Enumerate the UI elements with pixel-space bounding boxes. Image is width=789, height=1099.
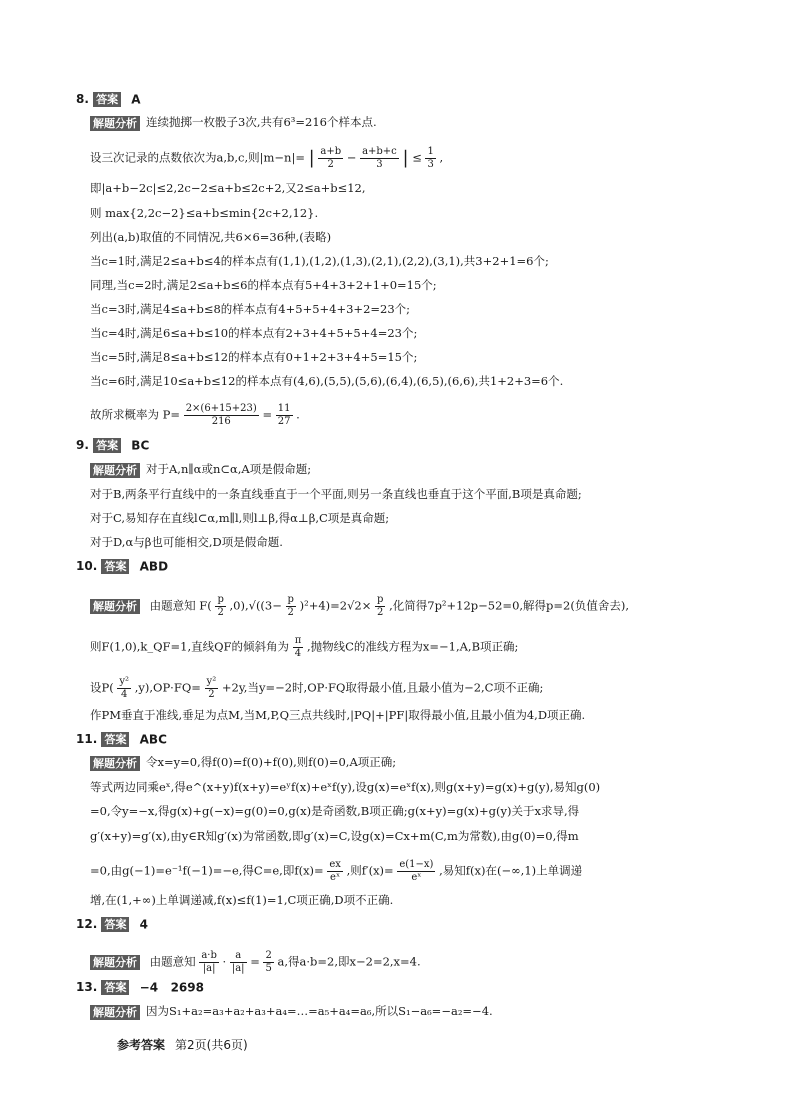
analysis-tag: 解题分析 xyxy=(90,1005,140,1020)
question-10-line-2: 则F(1,0),k_QF=1,直线QF的倾斜角为 $\frac{\pi}{4}$ ,抛物线C的准线方程为x=−1,A,B项正确; xyxy=(90,635,519,659)
answer-tag: 答案 xyxy=(93,438,121,453)
question-12-header: 12. 答案 4 xyxy=(76,917,148,932)
question-8-line-5: 列出(a,b)取值的不同情况,共6×6=36种,(表略) xyxy=(90,230,332,244)
question-9-line-1: 解题分析 对于A,n∥α或n⊂α,A项是假命题; xyxy=(90,462,311,478)
answer-tag: 答案 xyxy=(101,732,129,747)
analysis-tag: 解题分析 xyxy=(90,756,140,771)
question-10-line-1: 解题分析 由题意知 F( $\frac{p}{2}$ ,0),√((3− $\frac{p}{2}$ )²+4)=2√2× $\frac{p}{2}$ ,化简得7p²+12p−52=0,解得p=2(负值舍去), xyxy=(90,594,629,619)
question-8-line-9: 当c=4时,满足6≤a+b≤10的样本点有2+3+4+5+5+4=23个; xyxy=(90,326,418,340)
question-10-header: 10. 答案 ABD xyxy=(76,559,169,574)
question-8-line-6: 当c=1时,满足2≤a+b≤4的样本点有(1,1),(1,2),(1,3),(2,1),(2,2),(3,1),共3+2+1=6个; xyxy=(90,254,549,268)
question-11-line-6: 增,在(1,+∞)上单调递减,f(x)≤f(1)=1,C项正确,D项不正确. xyxy=(90,893,394,907)
answer-tag: 答案 xyxy=(101,917,129,932)
question-11-answer: ABC xyxy=(139,732,167,747)
footer-page-number: 第2页(共6页) xyxy=(175,1038,248,1052)
footer-title: 参考答案 xyxy=(117,1038,166,1052)
question-13-line-1: 解题分析 因为S₁+a₂=a₃+a₂+a₃+a₄=…=a₅+a₄=a₆,所以S₁−a₆=−a₂=−4. xyxy=(90,1004,493,1020)
question-13-header: 13. 答案 −4 2698 xyxy=(76,980,204,995)
question-11-line-2: 等式两边同乘eˣ,得e^(x+y)f(x+y)=eʸf(x)+eˣf(y),设g(x)=eˣf(x),则g(x+y)=g(x)+g(y),易知g(0) xyxy=(90,780,601,794)
question-8-line-3: 即|a+b−2c|≤2,2c−2≤a+b≤2c+2,又2≤a+b≤12, xyxy=(90,181,366,195)
question-8-line-4: 则 max{2,2c−2}≤a+b≤min{2c+2,12}. xyxy=(90,206,319,220)
question-9-line-2: 对于B,两条平行直线中的一条直线垂直于一个平面,则另一条直线也垂直于这个平面,B项是真命题; xyxy=(90,487,582,501)
question-8-line-10: 当c=5时,满足8≤a+b≤12的样本点有0+1+2+3+4+5=15个; xyxy=(90,350,418,364)
question-8-line-1: 解题分析 连续抛掷一枚骰子3次,共有6³=216个样本点. xyxy=(90,115,377,131)
question-12-answer: 4 xyxy=(139,917,148,932)
question-11-header: 11. 答案 ABC xyxy=(76,732,167,747)
question-11-line-3: =0,令y=−x,得g(x)+g(−x)=g(0)=0,g(x)是奇函数,B项正确;g(x+y)=g(x)+g(y)关于x求导,得 xyxy=(90,804,580,818)
question-9-line-3: 对于C,易知存在直线l⊂α,m∥l,则l⊥β,得α⊥β,C项是真命题; xyxy=(90,511,390,525)
question-11-line-5: =0,由g(−1)=e⁻¹f(−1)=−e,得C=e,即f(x)= $\frac{ex}{\text{eˣ}}$ ,则f′(x)= $\frac{e(1-x)}{\text{eˣ}}$ ,易知f(x)在(−∞,1)上单调递 xyxy=(90,859,583,883)
question-13-answer: −4 2698 xyxy=(139,980,204,995)
question-9-answer: BC xyxy=(131,438,150,453)
answer-tag: 答案 xyxy=(101,980,129,995)
analysis-tag: 解题分析 xyxy=(90,463,140,478)
question-8-line-11: 当c=6时,满足10≤a+b≤12的样本点有(4,6),(5,5),(5,6),(6,4),(6,5),(6,6),共1+2+3=6个. xyxy=(90,374,564,388)
question-8-line-7: 同理,当c=2时,满足2≤a+b≤6的样本点有5+4+3+2+1+0=15个; xyxy=(90,278,437,292)
question-11-line-4: g′(x+y)=g′(x),由y∈R知g′(x)为常函数,即g′(x)=C,设g(x)=Cx+m(C,m为常数),由g(0)=0,得m xyxy=(90,829,579,843)
analysis-tag: 解题分析 xyxy=(90,599,140,614)
question-8-header: 8. 答案 A xyxy=(76,92,141,107)
analysis-tag: 解题分析 xyxy=(90,116,140,131)
answer-tag: 答案 xyxy=(101,559,129,574)
analysis-tag: 解题分析 xyxy=(90,955,140,970)
question-12-line-1: 解题分析 由题意知 $\frac{a\cdot b}{|a|}$ · $\frac{a}{|a|}$ = $\frac{2}{5}$ a,得a·b=2,即x−2=2,x=4. xyxy=(90,950,421,975)
question-8-line-12: 故所求概率为 P= $\frac{2\times(6+15+23)}{216}$ = $\frac{11}{27}$ . xyxy=(90,403,300,427)
question-8-answer: A xyxy=(131,92,141,107)
question-10-line-3: 设P( $\frac{\text{y²}}{4}$ ,y),OP·FQ= $\frac{\text{y²}}{2}$ +2y,当y=−2时,OP·FQ取得最小值,且最小值为−2,C项不正确; xyxy=(90,676,544,700)
answer-tag: 答案 xyxy=(93,92,121,107)
page-footer xyxy=(117,1036,248,1053)
question-10-line-4: 作PM垂直于准线,垂足为点M,当M,P,Q三点共线时,|PQ|+|PF|取得最小值,且最小值为4,D项正确. xyxy=(90,708,586,722)
question-9-header: 9. 答案 BC xyxy=(76,438,150,453)
question-9-line-4: 对于D,α与β也可能相交,D项是假命题. xyxy=(90,535,283,549)
question-8-line-8: 当c=3时,满足4≤a+b≤8的样本点有4+5+5+4+3+2=23个; xyxy=(90,302,411,316)
question-11-line-1: 解题分析 令x=y=0,得f(0)=f(0)+f(0),则f(0)=0,A项正确; xyxy=(90,755,396,771)
question-10-answer: ABD xyxy=(139,559,169,574)
question-8-line-2: 设三次记录的点数依次为a,b,c,则|m−n|= | $\frac{a+b}{2}$ − $\frac{a+b+c}{3}$ | ≤ $\frac{1}{3}$ , xyxy=(90,146,444,170)
